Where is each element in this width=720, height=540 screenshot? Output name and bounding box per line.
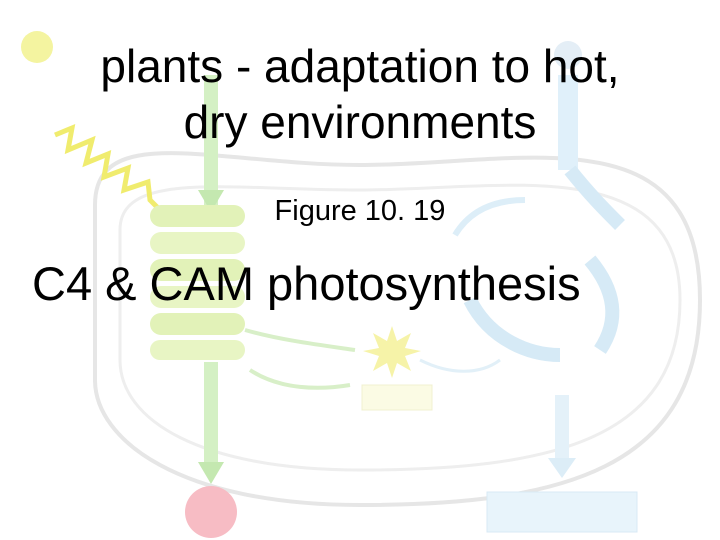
- green-curve-arrow-1: [245, 330, 355, 350]
- green-curve-arrow-2: [250, 370, 350, 388]
- starburst-icon: [363, 326, 421, 378]
- green-arrow-lower-head: [198, 462, 224, 484]
- slide-title-line-1: plants - adaptation to hot,: [100, 40, 620, 92]
- thylakoid-disc-6: [150, 340, 245, 360]
- pink-molecule-icon: [185, 486, 237, 538]
- blue-thin-arrow: [420, 360, 500, 371]
- blue-box: [487, 492, 637, 532]
- green-arrow-lower-shaft: [204, 362, 218, 472]
- thylakoid-disc-2: [150, 232, 245, 254]
- figure-reference: Figure 10. 19: [274, 195, 446, 227]
- yellow-box: [362, 385, 432, 410]
- blue-down-arrow-head: [548, 458, 576, 478]
- slide-subtitle: C4 & CAM photosynthesis: [32, 257, 581, 310]
- slide-title-line-2: dry environments: [183, 96, 537, 148]
- thylakoid-disc-5: [150, 313, 245, 335]
- blue-down-arrow-shaft: [555, 395, 569, 465]
- slide-title: [0, 38, 720, 150]
